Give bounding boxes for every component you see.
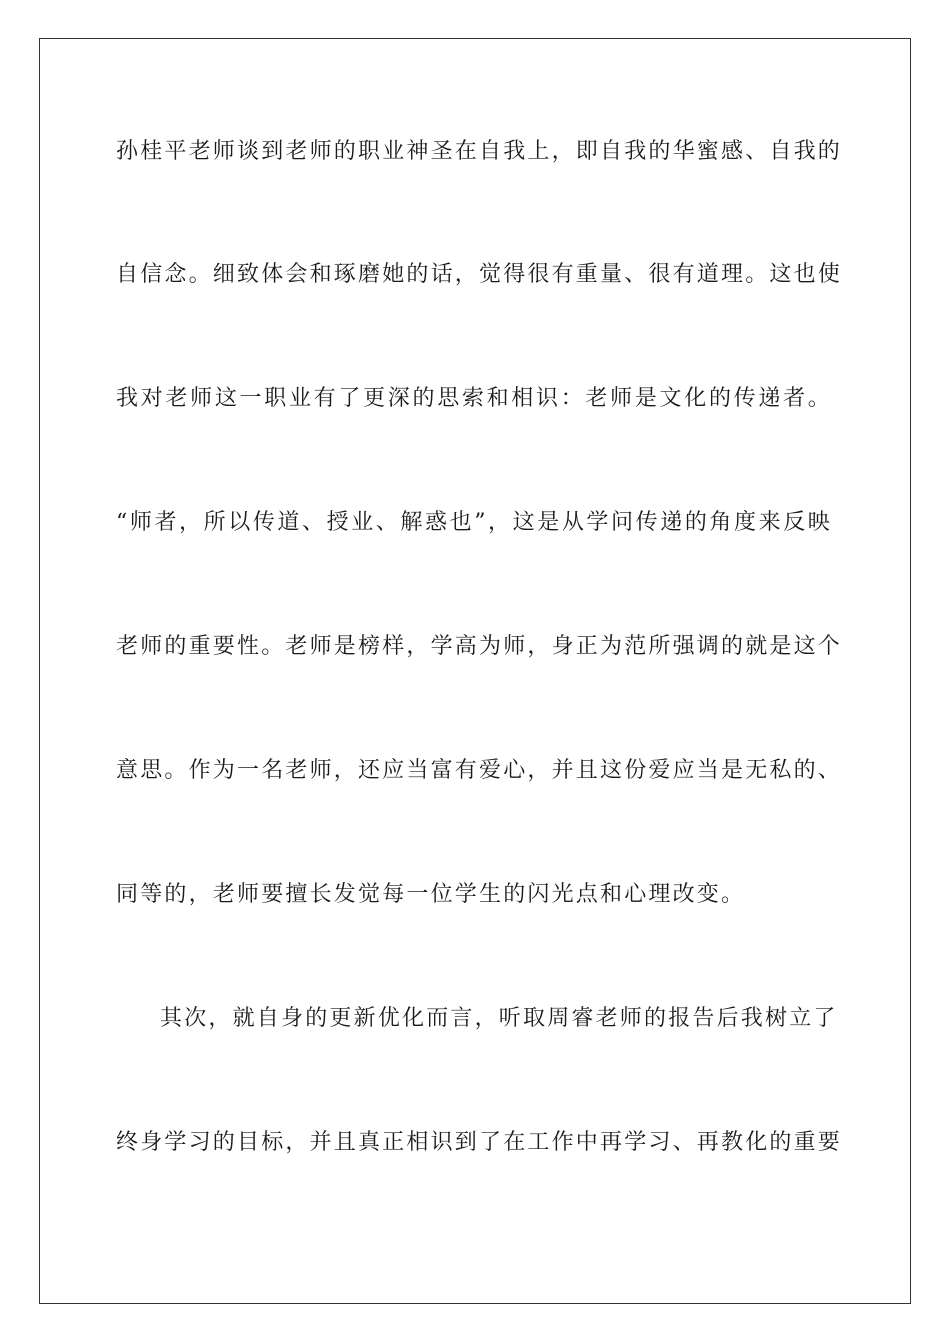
paragraph-line-7: 同等的，老师要擅长发觉每一位学生的闪光点和心理改变。 <box>116 882 746 907</box>
paragraph-line-2: 自信念。细致体会和琢磨她的话，觉得很有重量、很有道理。这也使 <box>116 262 843 287</box>
paragraph-line-8: 其次，就自身的更新优化而言，听取周睿老师的报告后我树立了 <box>160 1006 838 1031</box>
page-border <box>39 38 911 1304</box>
paragraph-line-5: 老师的重要性。老师是榜样，学高为师，身正为范所强调的就是这个 <box>116 634 843 659</box>
paragraph-line-6: 意思。作为一名老师，还应当富有爱心，并且这份爱应当是无私的、 <box>116 758 843 783</box>
paragraph-line-4: “师者，所以传道、授业、解惑也”，这是从学问传递的角度来反映 <box>116 510 832 535</box>
paragraph-line-1: 孙桂平老师谈到老师的职业神圣在自我上，即自我的华蜜感、自我的 <box>116 139 843 164</box>
paragraph-line-3: 我对老师这一职业有了更深的思索和相识：老师是文化的传递者。 <box>116 386 832 411</box>
paragraph-line-9: 终身学习的目标，并且真正相识到了在工作中再学习、再教化的重要 <box>116 1130 843 1155</box>
